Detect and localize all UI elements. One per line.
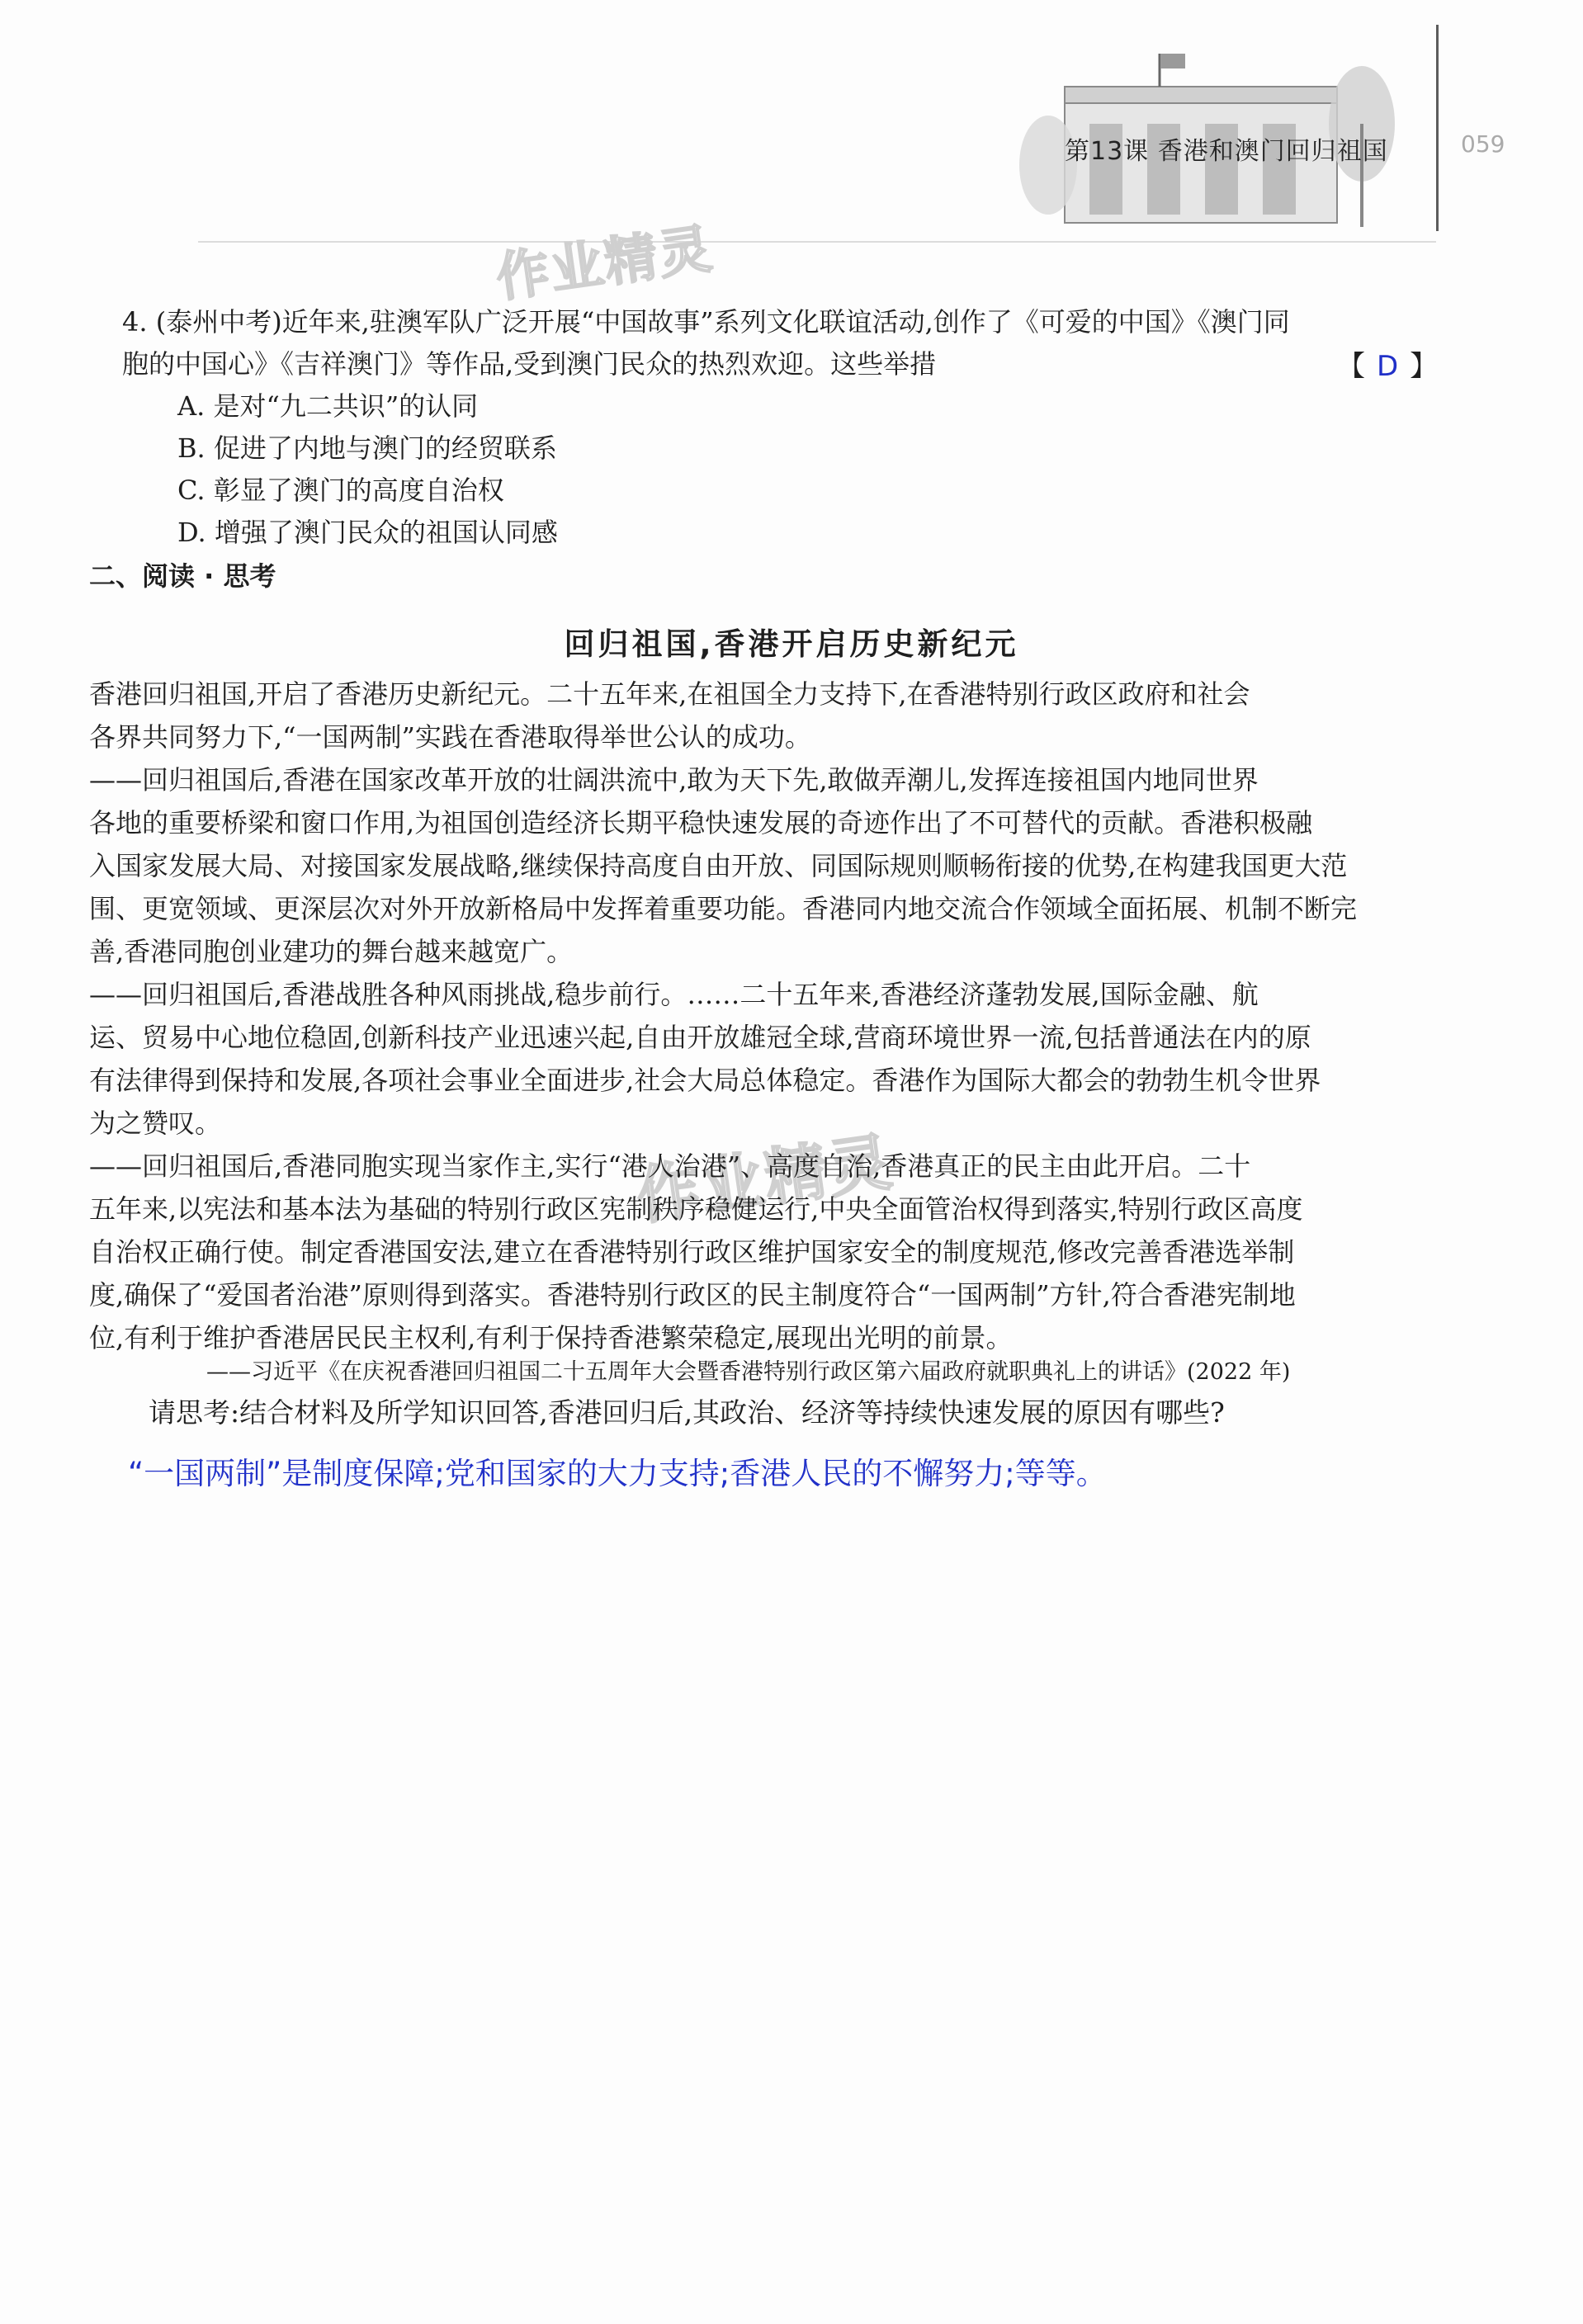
lesson-title: 第13课 香港和澳门回归祖国 bbox=[1065, 137, 1388, 166]
option-b: B. 促进了内地与澳门的经贸联系 bbox=[177, 432, 557, 464]
source-citation: ——习近平《在庆祝香港回归祖国二十五周年大会暨香港特别行政区第六届政府就职典礼上的讲话》(2022 年) bbox=[206, 1359, 1291, 1385]
option-d: D. 增强了澳门民众的祖国认同感 bbox=[177, 517, 558, 548]
paragraph-line: 有法律得到保持和发展,各项社会事业全面进步,社会大局总体稳定。香港作为国际大都会的勃勃生机令世界 bbox=[89, 1065, 1321, 1096]
handwritten-answer: “一国两制”是制度保障;党和国家的大力支持;香港人民的不懈努力;等等。 bbox=[128, 1456, 1107, 1491]
paragraph-line: 为之赞叹。 bbox=[89, 1108, 222, 1139]
paragraph-line: 香港回归祖国,开启了香港历史新纪元。二十五年来,在祖国全力支持下,在香港特别行政区政府和社会 bbox=[89, 678, 1250, 710]
paragraph-line: 度,确保了“爱国者治港”原则得到落实。香港特别行政区的民主制度符合“一国两制”方针,符合香港宪制地 bbox=[89, 1279, 1296, 1311]
paragraph-line: 五年来,以宪法和基本法为基础的特别行政区宪制秩序稳健运行,中央全面管治权得到落实,特别行政区高度 bbox=[89, 1193, 1303, 1225]
question-4-answer: D bbox=[1377, 350, 1399, 383]
paragraph-1 bbox=[89, 673, 1250, 758]
question-4-line: 胞的中国心》《吉祥澳门》等作品,受到澳门民众的热烈欢迎。这些举措 bbox=[122, 348, 937, 380]
bracket-right: 】 bbox=[1410, 350, 1439, 383]
section-heading: 二、阅读 · 思考 bbox=[89, 560, 276, 592]
page-number: 059 bbox=[1461, 130, 1505, 158]
header-vertical-rule bbox=[1436, 25, 1439, 231]
bracket-left: 【 bbox=[1337, 350, 1365, 383]
watermark: 作业精灵 bbox=[632, 1124, 898, 1234]
paragraph-2 bbox=[89, 758, 1357, 973]
paragraph-line: 各地的重要桥梁和窗口作用,为祖国创造经济长期平稳快速发展的奇迹作出了不可替代的贡献。香港积极融 bbox=[89, 807, 1313, 838]
paragraph-3 bbox=[89, 973, 1321, 1145]
option-a: A. 是对“九二共识”的认同 bbox=[177, 390, 479, 422]
paragraph-line: ——回归祖国后,香港在国家改革开放的壮阔洪流中,敢为天下先,敢做弄潮儿,发挥连接祖国内地同世界 bbox=[89, 764, 1259, 796]
paragraph-line: 围、更宽领域、更深层次对外开放新格局中发挥着重要功能。香港同内地交流合作领域全面拓展、机制不断完 bbox=[89, 893, 1358, 924]
question-4 bbox=[122, 301, 1434, 385]
reading-title: 回归祖国,香港开启历史新纪元 bbox=[564, 626, 1019, 662]
paragraph-line: 位,有利于维护香港居民民主权利,有利于保持香港繁荣稳定,展现出光明的前景。 bbox=[89, 1322, 1013, 1353]
paragraph-line: ——回归祖国后,香港战胜各种风雨挑战,稳步前行。……二十五年来,香港经济蓬勃发展,国际金融、航 bbox=[89, 979, 1259, 1010]
question-4-line: 4. (泰州中考)近年来,驻澳军队广泛开展“中国故事”系列文化联谊活动,创作了《可爱的中国》《澳门同 bbox=[122, 306, 1290, 338]
answer-bracket bbox=[1337, 343, 1438, 384]
paragraph-line: 自治权正确行使。制定香港国安法,建立在香港特别行政区维护国家安全的制度规范,修改完善香港选举制 bbox=[89, 1236, 1295, 1268]
paragraph-line: 入国家发展大局、对接国家发展战略,继续保持高度自由开放、同国际规则顺畅衔接的优势,在构建我国更大范 bbox=[89, 850, 1348, 881]
paragraph-line: 各界共同努力下,“一国两制”实践在香港取得举世公认的成功。 bbox=[89, 721, 811, 753]
option-c: C. 彰显了澳门的高度自治权 bbox=[177, 475, 504, 506]
paragraph-line: 善,香港同胞创业建功的舞台越来越宽广。 bbox=[89, 936, 574, 967]
paragraph-line: 运、贸易中心地位稳固,创新科技产业迅速兴起,自由开放雄冠全球,营商环境世界一流,包括普通法在内的原 bbox=[89, 1022, 1311, 1053]
thinking-question: 请思考:结合材料及所学知识回答,香港回归后,其政治、经济等持续快速发展的原因有哪些? bbox=[149, 1396, 1225, 1429]
header-rule bbox=[198, 241, 1436, 243]
paragraph-line: ——回归祖国后,香港同胞实现当家作主,实行“港人治港”、高度自治,香港真正的民主由此开启。二十 bbox=[89, 1150, 1251, 1182]
paragraph-4 bbox=[89, 1145, 1303, 1359]
watermark: 作业精灵 bbox=[492, 218, 717, 309]
